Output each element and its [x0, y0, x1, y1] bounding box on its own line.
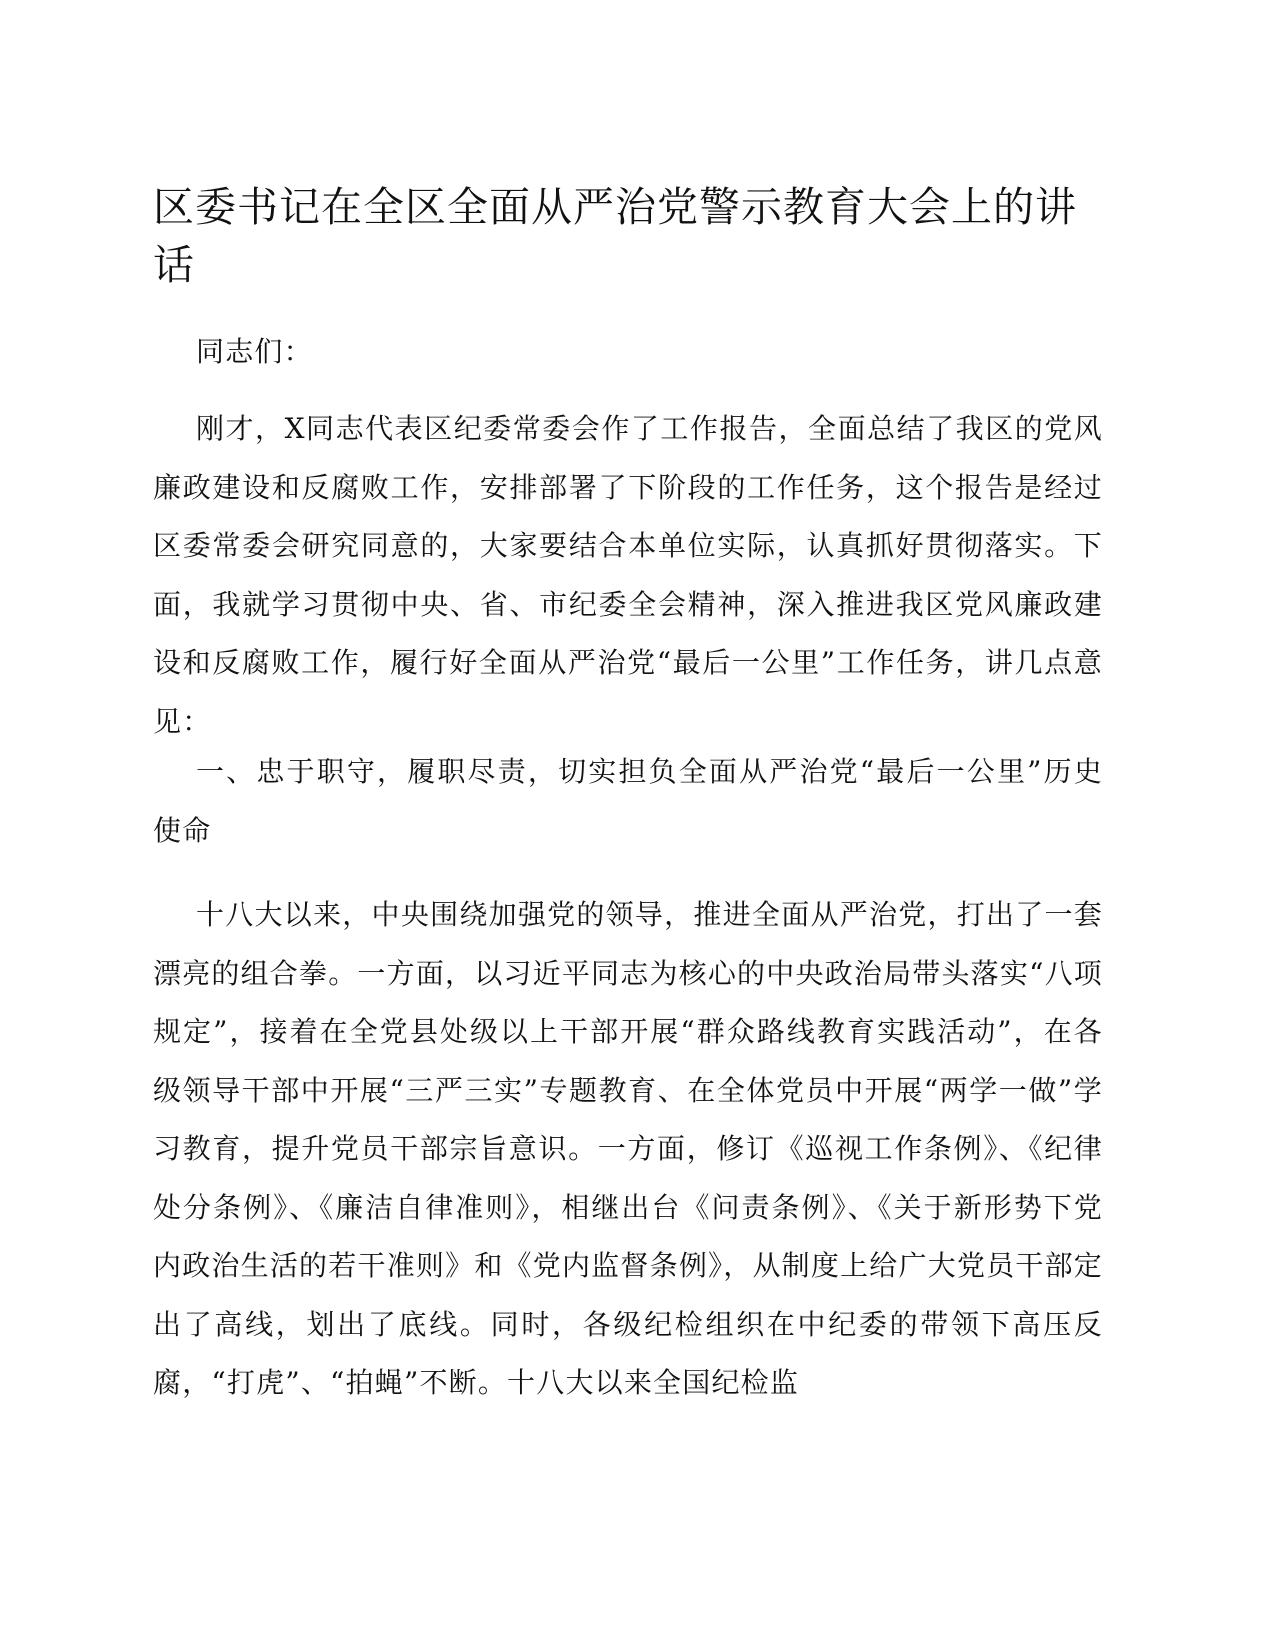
section-paragraph: 十八大以来，中央围绕加强党的领导，推进全面从严治党，打出了一套漂亮的组合拳。一方面，以习近平同志为核心的中央政治局带头落实“八项规定”，接着在全党县处级以上干部开展“群众路线教育实践活动”，在各级领导干部中开展“三严三实”专题教育、在全体党员中开展“两学一做”学习教育，提升党员干部宗旨意识。一方面，修订《巡视工作条例》、《纪律处分条例》、《廉洁自律准则》，相继出台《问责条例》、《关于新形势下党内政治生活的若干准则》和《党内监督条例》，从制度上给广大党员干部定出了高线，划出了底线。同时，各级纪检组织在中纪委的带领下高压反腐，“打虎”、“拍蝇”不断。十八大以来全国纪检监: [153, 898, 1103, 1399]
greeting-paragraph: 同志们：: [196, 335, 313, 368]
document-title: 区委书记在全区全面从严治党警示教育大会上的讲话: [153, 183, 1077, 289]
intro-paragraph: 刚才，X同志代表区纪委常委会作了工作报告，全面总结了我区的党风廉政建设和反腐败工作，安排部署了下阶段的工作任务，这个报告是经过区委常委会研究同意的，大家要结合本单位实际，认真抓好贯彻落实。下面，我就学习贯彻中央、省、市纪委全会精神，深入推进我区党风廉政建设和反腐败工作，履行好全面从严治党“最后一公里”工作任务，讲几点意见：: [153, 412, 1103, 738]
section-heading: 一、忠于职守，履职尽责，切实担负全面从严治党“最后一公里”历史使命: [153, 755, 1103, 847]
